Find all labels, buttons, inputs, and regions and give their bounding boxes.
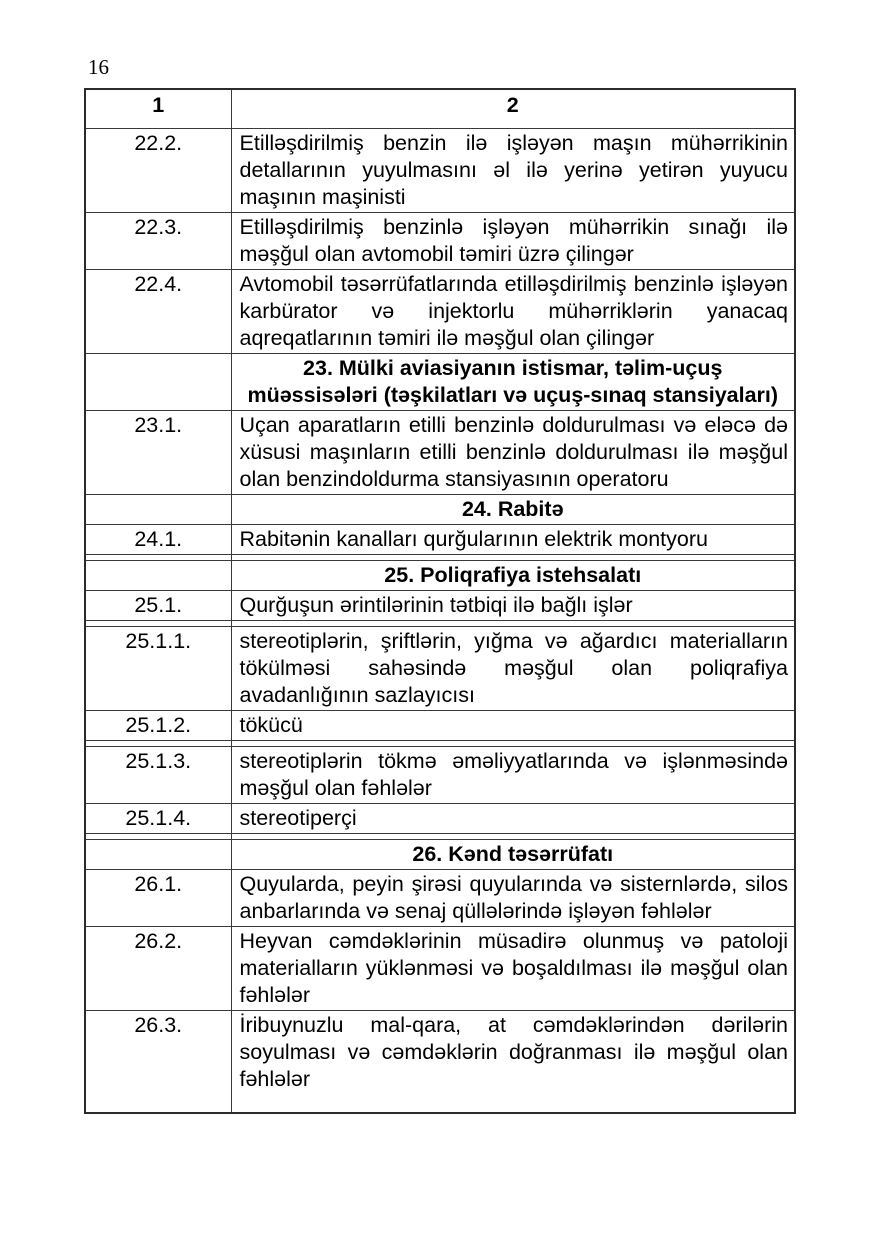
section-title: 24. Rabitə bbox=[231, 495, 795, 525]
row-number bbox=[85, 354, 231, 411]
row-number: 25.1.2. bbox=[85, 711, 231, 741]
table-row bbox=[85, 747, 795, 804]
column-header-1: 1 bbox=[85, 89, 231, 129]
row-number bbox=[85, 495, 231, 525]
section-title: 25. Poliqrafiya istehsalatı bbox=[231, 561, 795, 591]
table-header-row bbox=[85, 89, 795, 129]
row-description: stereotiplərin tökmə əməliyyatlarında və işlənməsində məşğul olan fəhlələr bbox=[231, 747, 795, 804]
page-number: 16 bbox=[88, 55, 109, 79]
row-description: stereotiperçi bbox=[231, 804, 795, 834]
section-header-row bbox=[85, 495, 795, 525]
table-row bbox=[85, 129, 795, 213]
row-description: Avtomobil təsərrüfatlarında etilləşdirilmiş benzinlə işləyən karbürator və injektorlu mühərriklərin yanacaq aqreqatlarının təmiri ilə məşğul olan çilingər bbox=[231, 270, 795, 354]
row-number: 22.3. bbox=[85, 213, 231, 270]
table-row bbox=[85, 525, 795, 555]
table-row bbox=[85, 870, 795, 927]
table-row bbox=[85, 411, 795, 495]
table-row bbox=[85, 591, 795, 621]
section-header-row bbox=[85, 561, 795, 591]
row-number: 22.2. bbox=[85, 129, 231, 213]
table-row bbox=[85, 270, 795, 354]
row-number: 26.2. bbox=[85, 927, 231, 1011]
table-row bbox=[85, 213, 795, 270]
row-number: 22.4. bbox=[85, 270, 231, 354]
row-description: Etilləşdirilmiş benzinlə işləyən mühərrikin sınağı ilə məşğul olan avtomobil təmiri üzrə çilingər bbox=[231, 213, 795, 270]
row-description: tökücü bbox=[231, 711, 795, 741]
row-number: 26.3. bbox=[85, 1011, 231, 1114]
section-header-row bbox=[85, 840, 795, 870]
table-row bbox=[85, 1011, 795, 1114]
row-description: Rabitənin kanalları qurğularının elektrik montyoru bbox=[231, 525, 795, 555]
occupations-table bbox=[84, 88, 796, 1114]
row-description: Qurğuşun ərintilərinin tətbiqi ilə bağlı işlər bbox=[231, 591, 795, 621]
section-title: 23. Mülki aviasiyanın istismar, təlim-uçuş müəssisələri (təşkilatları və uçuş-sınaq stansiyaları) bbox=[231, 354, 795, 411]
row-description: Etilləşdirilmiş benzin ilə işləyən maşın mühərrikinin detallarının yuyulmasını əl ilə yerinə yetirən yuyucu maşının maşinisti bbox=[231, 129, 795, 213]
row-description: İribuynuzlu mal-qara, at cəmdəklərindən dərilərin soyulması və cəmdəklərin doğranması ilə məşğul olan fəhlələr bbox=[231, 1011, 795, 1114]
table-row bbox=[85, 627, 795, 711]
row-number: 25.1. bbox=[85, 591, 231, 621]
row-number: 25.1.3. bbox=[85, 747, 231, 804]
section-title: 26. Kənd təsərrüfatı bbox=[231, 840, 795, 870]
row-description: stereotiplərin, şriftlərin, yığma və ağardıcı materialların tökülməsi sahəsində məşğul olan poliqrafiya avadanlığının sazlayıcısı bbox=[231, 627, 795, 711]
table-row bbox=[85, 711, 795, 741]
row-number bbox=[85, 840, 231, 870]
row-number: 26.1. bbox=[85, 870, 231, 927]
table-row bbox=[85, 804, 795, 834]
row-description: Uçan aparatların etilli benzinlə doldurulması və eləcə də xüsusi maşınların etilli benzinlə doldurulması ilə məşğul olan benzindoldurma stansiyasının operatoru bbox=[231, 411, 795, 495]
row-number: 25.1.1. bbox=[85, 627, 231, 711]
table-row bbox=[85, 927, 795, 1011]
section-header-row bbox=[85, 354, 795, 411]
row-description: Heyvan cəmdəklərinin müsadirə olunmuş və patoloji materialların yüklənməsi və boşaldılması ilə məşğul olan fəhlələr bbox=[231, 927, 795, 1011]
row-number: 25.1.4. bbox=[85, 804, 231, 834]
row-number: 23.1. bbox=[85, 411, 231, 495]
row-description: Quyularda, peyin şirəsi quyularında və sisternlərdə, silos anbarlarında və senaj qüllələrində işləyən fəhlələr bbox=[231, 870, 795, 927]
row-number: 24.1. bbox=[85, 525, 231, 555]
row-number bbox=[85, 561, 231, 591]
column-header-2: 2 bbox=[231, 89, 795, 129]
